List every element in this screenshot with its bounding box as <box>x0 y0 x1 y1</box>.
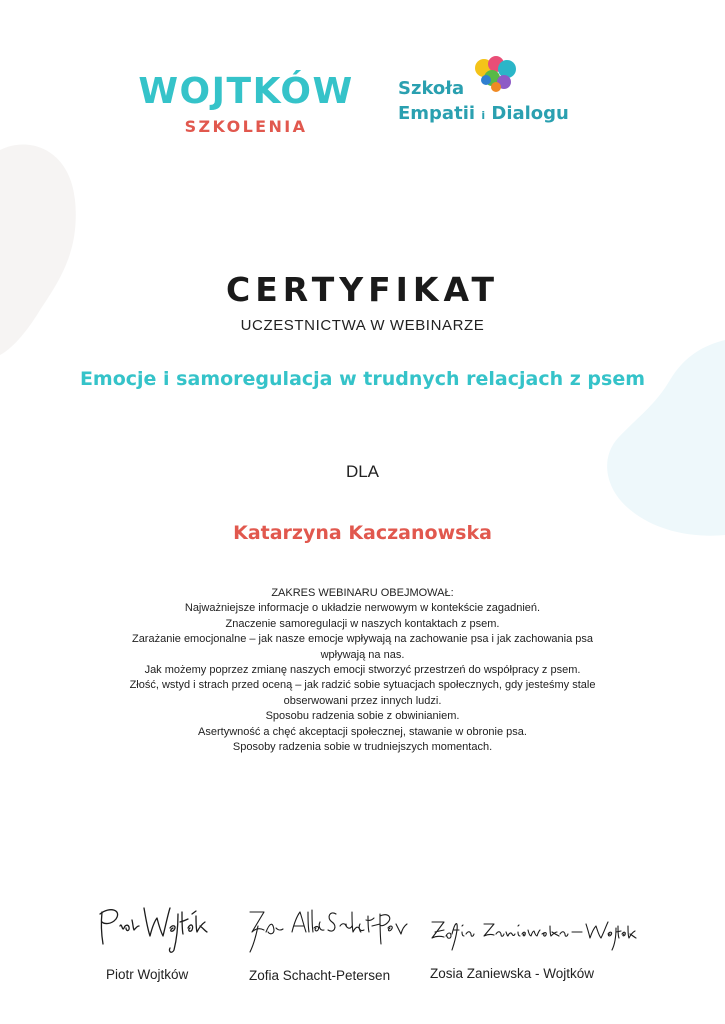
logo-szkolenia-wordmark: SZKOLENIA <box>184 117 308 136</box>
scope-heading: ZAKRES WEBINARU OBEJMOWAŁ: <box>271 587 454 599</box>
logo-szkola-line1: Szkoła <box>398 78 465 99</box>
logo-dialogu-text: Dialogu <box>491 103 569 124</box>
signature-zosia-zaniewska-wojtkow <box>426 912 640 956</box>
signatory-name-2: Zofia Schacht-Petersen <box>249 968 391 983</box>
scope-item: Sposobu radzenia sobie z obwinianiem. <box>265 710 460 723</box>
scope-item: Jak możemy poprzez zmianę naszych emocji stworzyć przestrzeń do współpracy z psem. <box>144 664 581 677</box>
logo-szkola-line2 <box>398 103 569 124</box>
logo-empatii-text: Empatii <box>398 103 476 124</box>
scope-item: Najważniejsze informacje o układzie nerwowym w kontekście zagadnień. <box>184 602 541 615</box>
scope-section <box>120 586 605 755</box>
logo-wojtkow-wordmark: WOJTKÓW <box>138 71 354 112</box>
logo-i-text: i <box>481 109 486 122</box>
scope-item: Znaczenie samoregulacji w naszych kontaktach z psem. <box>225 617 500 630</box>
signature-zofia-schacht-petersen <box>242 902 410 956</box>
scope-item: Złość, wstyd i strach przed oceną – jak radzić sobie sytuacjach społecznych, gdy jesteśmy stale obserwowani przez innych ludzi. <box>129 679 596 707</box>
signatory-name-3: Zosia Zaniewska - Wojtków <box>430 966 595 981</box>
scope-item: Asertywność a chęć akceptacji społecznej, stawanie w obronie psa. <box>198 725 527 738</box>
certificate-subtitle: UCZESTNICTWA W WEBINARZE <box>240 317 485 334</box>
webinar-title: Emocje i samoregulacja w trudnych relacjach z psem <box>79 368 646 390</box>
certificate-title: CERTYFIKAT <box>226 270 499 309</box>
for-label: DLA <box>345 462 380 481</box>
scope-item: Zarażanie emocjonalne – jak nasze emocje wpływają na zachowanie psa i jak zachowania psa wpływają na nas. <box>131 633 594 661</box>
szkola-empatii-logo <box>398 56 588 136</box>
signatory-name-1: Piotr Wojtków <box>106 967 189 982</box>
signature-piotr-wojtkow <box>96 900 214 955</box>
recipient-name: Katarzyna Kaczanowska <box>233 522 492 544</box>
scope-item: Sposoby radzenia sobie w trudniejszych momentach. <box>232 741 493 754</box>
wojtkow-szkolenia-logo <box>128 72 364 138</box>
puzzle-heart-icon <box>474 56 520 96</box>
